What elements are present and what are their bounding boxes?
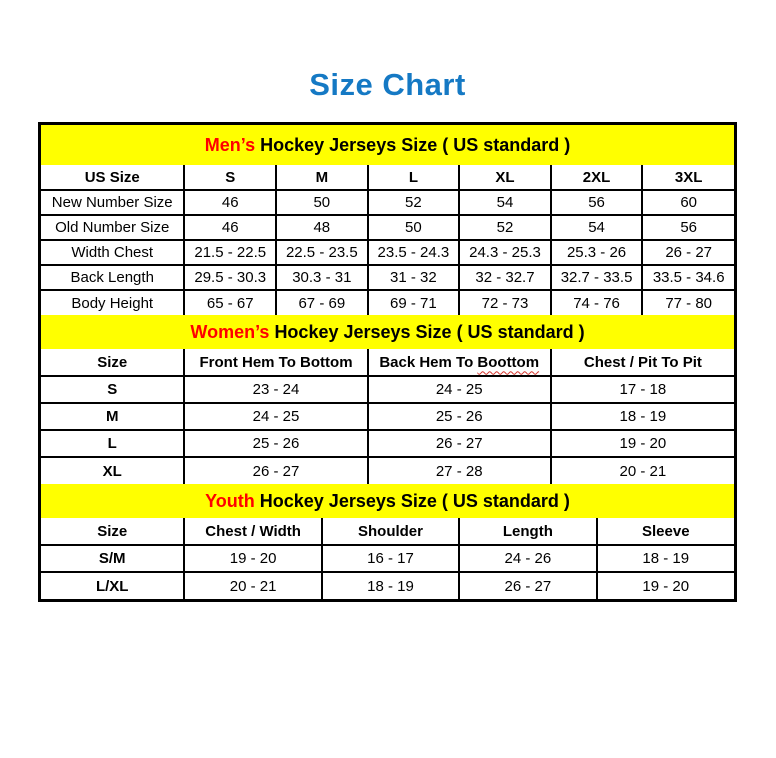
size-value-cell: 24 - 26 <box>459 545 596 572</box>
size-value-cell: 23 - 24 <box>184 376 367 403</box>
size-value-cell: 18 - 19 <box>597 545 734 572</box>
womens-band-label: Hockey Jerseys Size ( US standard ) <box>274 322 585 342</box>
size-value-cell: 65 - 67 <box>184 290 276 315</box>
size-value-cell: 52 <box>368 190 460 215</box>
size-value-cell: 77 - 80 <box>642 290 734 315</box>
column-header-cell: L <box>368 165 460 190</box>
size-value-cell: 18 - 19 <box>551 403 734 430</box>
mens-header-row <box>41 165 734 190</box>
size-value-cell: 33.5 - 34.6 <box>642 265 734 290</box>
size-value-cell: 50 <box>276 190 368 215</box>
size-value-cell: 54 <box>551 215 643 240</box>
column-header-cell: XL <box>459 165 551 190</box>
size-value-cell: 19 - 20 <box>184 545 321 572</box>
row-label-cell: Width Chest <box>41 240 184 265</box>
mens-band-highlight: Men’s <box>204 135 256 155</box>
size-value-cell: 26 - 27 <box>642 240 734 265</box>
size-value-cell: 24 - 25 <box>368 376 551 403</box>
column-header-cell: Length <box>459 518 596 545</box>
size-value-cell: 67 - 69 <box>276 290 368 315</box>
table-row <box>41 403 734 430</box>
row-label-cell: New Number Size <box>41 190 184 215</box>
size-value-cell: 21.5 - 22.5 <box>184 240 276 265</box>
column-header-cell: M <box>276 165 368 190</box>
table-row <box>41 265 734 290</box>
size-value-cell: 17 - 18 <box>551 376 734 403</box>
youth-table <box>41 518 734 599</box>
table-row <box>41 190 734 215</box>
youth-section-band <box>41 484 734 518</box>
column-header-cell: Back Hem To Boottom <box>368 349 551 376</box>
size-value-cell: 19 - 20 <box>597 572 734 599</box>
page-title: Size Chart <box>309 67 466 102</box>
table-row <box>41 290 734 315</box>
column-header-cell: 3XL <box>642 165 734 190</box>
size-value-cell: 74 - 76 <box>551 290 643 315</box>
size-value-cell: 56 <box>551 190 643 215</box>
column-header-cell: Shoulder <box>322 518 459 545</box>
size-value-cell: 23.5 - 24.3 <box>368 240 460 265</box>
row-label-cell: S <box>41 376 184 403</box>
womens-table <box>41 349 734 484</box>
column-header-cell: Sleeve <box>597 518 734 545</box>
size-value-cell: 19 - 20 <box>551 430 734 457</box>
mens-band-label: Hockey Jerseys Size ( US standard ) <box>260 135 571 155</box>
size-value-cell: 30.3 - 31 <box>276 265 368 290</box>
size-value-cell: 29.5 - 30.3 <box>184 265 276 290</box>
size-value-cell: 50 <box>368 215 460 240</box>
womens-section-band <box>41 315 734 349</box>
column-header-cell: Chest / Width <box>184 518 321 545</box>
row-label-cell: L/XL <box>41 572 184 599</box>
size-value-cell: 54 <box>459 190 551 215</box>
table-row <box>41 572 734 599</box>
size-chart-page <box>0 66 776 602</box>
size-value-cell: 46 <box>184 190 276 215</box>
size-value-cell: 26 - 27 <box>459 572 596 599</box>
size-value-cell: 24.3 - 25.3 <box>459 240 551 265</box>
womens-band-highlight: Women’s <box>190 322 270 342</box>
row-label-cell: S/M <box>41 545 184 572</box>
size-value-cell: 25.3 - 26 <box>551 240 643 265</box>
size-value-cell: 27 - 28 <box>368 457 551 484</box>
youth-band-highlight: Youth <box>205 491 255 511</box>
size-value-cell: 52 <box>459 215 551 240</box>
column-header-cell: Size <box>41 349 184 376</box>
row-label-cell: M <box>41 403 184 430</box>
size-value-cell: 32.7 - 33.5 <box>551 265 643 290</box>
table-row <box>41 376 734 403</box>
table-row <box>41 240 734 265</box>
column-header-cell: 2XL <box>551 165 643 190</box>
size-value-cell: 25 - 26 <box>184 430 367 457</box>
column-header-cell: Size <box>41 518 184 545</box>
size-value-cell: 31 - 32 <box>368 265 460 290</box>
column-header-cell: S <box>184 165 276 190</box>
size-value-cell: 69 - 71 <box>368 290 460 315</box>
size-value-cell: 72 - 73 <box>459 290 551 315</box>
size-value-cell: 16 - 17 <box>322 545 459 572</box>
table-row <box>41 215 734 240</box>
column-header-cell: Front Hem To Bottom <box>184 349 367 376</box>
row-label-cell: Old Number Size <box>41 215 184 240</box>
size-value-cell: 25 - 26 <box>368 403 551 430</box>
column-header-cell: Chest / Pit To Pit <box>551 349 734 376</box>
size-value-cell: 22.5 - 23.5 <box>276 240 368 265</box>
table-row <box>41 430 734 457</box>
size-value-cell: 20 - 21 <box>184 572 321 599</box>
womens-header-row <box>41 349 734 376</box>
table-row <box>41 545 734 572</box>
youth-header-row <box>41 518 734 545</box>
size-value-cell: 46 <box>184 215 276 240</box>
youth-band-label: Hockey Jerseys Size ( US standard ) <box>259 491 570 511</box>
row-label-cell: XL <box>41 457 184 484</box>
size-value-cell: 26 - 27 <box>184 457 367 484</box>
size-chart <box>38 122 737 602</box>
size-value-cell: 26 - 27 <box>368 430 551 457</box>
row-label-cell: Body Height <box>41 290 184 315</box>
row-label-cell: Back Length <box>41 265 184 290</box>
size-value-cell: 32 - 32.7 <box>459 265 551 290</box>
size-value-cell: 18 - 19 <box>322 572 459 599</box>
size-value-cell: 60 <box>642 190 734 215</box>
misspelled-word: Boottom <box>477 353 540 371</box>
size-value-cell: 48 <box>276 215 368 240</box>
mens-section-band <box>41 125 734 165</box>
mens-table <box>41 165 734 315</box>
column-header-cell: US Size <box>41 165 184 190</box>
table-row <box>41 457 734 484</box>
size-value-cell: 24 - 25 <box>184 403 367 430</box>
row-label-cell: L <box>41 430 184 457</box>
size-value-cell: 20 - 21 <box>551 457 734 484</box>
size-value-cell: 56 <box>642 215 734 240</box>
